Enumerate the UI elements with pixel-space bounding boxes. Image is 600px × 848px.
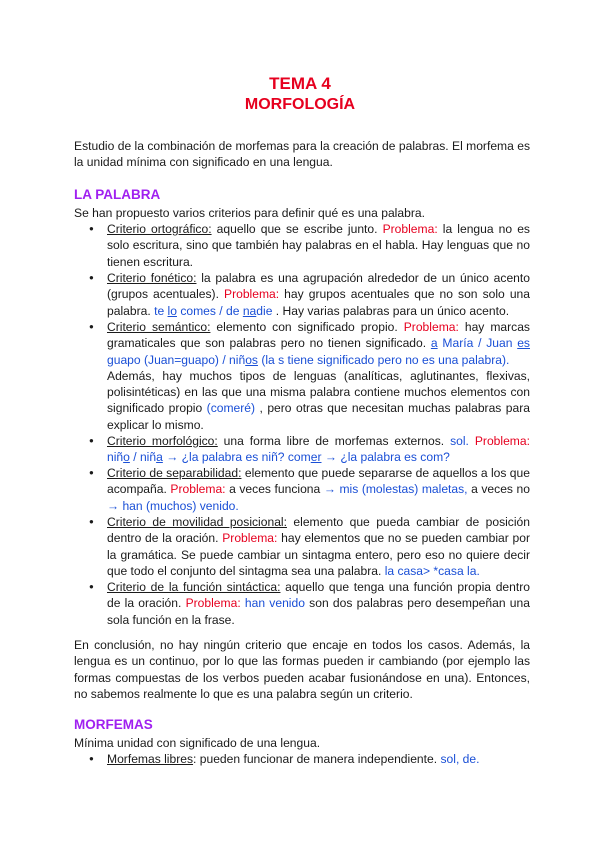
problem-label: Problema: [185,596,241,611]
doc-subtitle: MORFOLOGÍA [244,96,356,113]
criterion-term: Criterio de separabilidad: [107,466,242,480]
section-heading-palabra: LA PALABRA [74,187,161,202]
conclusion-paragraph: En conclusión, no hay ningún criterio que encaje en todos los casos. Además, la lengua es un continuo, por lo que las formas pueden ir cambiando (por ejemplo las formas compuestas de los verbos pueden acabar fusionándose en una). Entonces, no sabemos realmente lo que es una palabra según un criterio. [74,638,530,701]
bullet-icon: ● [89,468,94,477]
criterion-ortografico: Criterio ortográfico: aquello que se escribe junto. Problema: la lengua no es solo escritura, sino que también hay palabras en el habla. Hay lenguas que no tienen escritura. [107,222,530,269]
problem-label: Problema: [382,222,438,236]
criterion-funcion-sintactica: Criterio de la función sintáctica: aquello que tenga una función propia dentro de la oración. Problema: han venido son dos palabras pero desempeñan una sola función en la frase. [107,580,530,627]
criterion-separabilidad: Criterio de separabilidad: elemento que puede separarse de aquellos a los que acompaña. Problema: a veces funciona → mis (molestas) maletas, a veces no → han (muchos) venido. [107,466,530,513]
morfemas-libres-item: Morfemas libres: pueden funcionar de manera independiente. sol, de. [107,752,480,766]
criterion-term: Criterio de la función sintáctica: [107,580,281,594]
bullet-icon: ● [89,754,94,763]
criterion-term: Criterio semántico: [107,320,211,334]
criterion-term: Criterio fonético: [107,271,197,285]
criterion-fonetico: Criterio fonético: la palabra es una agrupación alrededor de un único acento (grupos acentuales). Problema: hay grupos acentuales que no son solo una palabra. te lo comes / de nadie . Hay varias palabras para un único acento. [107,271,530,318]
problem-label: Problema: [403,320,459,334]
bullet-icon: ● [89,322,94,331]
bullet-icon: ● [89,436,94,445]
problem-label: Problema: [224,287,280,302]
bullet-icon: ● [89,224,94,233]
problem-label: Problema: [170,482,226,497]
problem-label: Problema: [474,434,530,448]
problem-label: Problema: [222,531,278,546]
criterion-semantico: Criterio semántico: elemento con significado propio. Problema: hay marcas gramaticales que son palabras pero no tienen significado. a María / Juan es guapo (Juan=guapo) / niños (la s tiene significado pero no es una palabra). Además, hay muchos tipos de lenguas (analíticas, aglutinantes, flexivas, polisintéticas) en las que una misma palabra contiene muchos elementos con significado propio (comeré) , pero otras que necesitan muchas palabras para explicar lo mismo. [107,320,530,432]
bullet-icon: ● [89,582,94,591]
morfemas-lead: Mínima unidad con significado de una lengua. [74,736,321,750]
criterion-term: Criterio morfológico: [107,434,218,448]
criterion-term: Morfemas libres [107,752,194,766]
bullet-icon: ● [89,517,94,526]
palabra-lead: Se han propuesto varios criterios para definir qué es una palabra. [74,206,425,220]
criterion-movilidad: Criterio de movilidad posicional: elemento que pueda cambiar de posición dentro de la oración. Problema: hay elementos que no se pueden cambiar por la gramática. Se puede cambiar un sintagma entero, pero eso no quiere decir que todo el conjunto del sintagma sea una palabra. la casa> *casa la. [107,515,530,578]
criterion-term: Criterio ortográfico: [107,222,212,236]
criterion-term: Criterio de movilidad posicional: [107,515,287,529]
intro-paragraph: Estudio de la combinación de morfemas para la creación de palabras. El morfema es la unidad mínima con significado en una lengua. [74,139,530,170]
section-heading-morfemas: MORFEMAS [74,717,153,732]
criterion-morfologico: Criterio morfológico: una forma libre de morfemas externos. sol. Problema: niño / niña → ¿la palabra es niñ? comer → ¿la palabra es com? [107,434,530,465]
doc-title: TEMA 4 [269,74,331,93]
bullet-icon: ● [89,273,94,282]
